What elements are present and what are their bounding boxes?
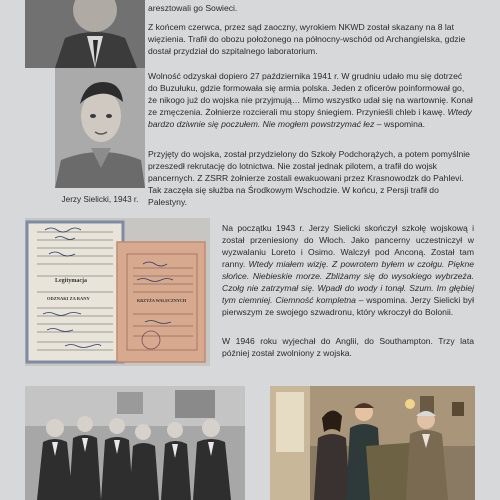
paragraph-freedom-text: Wolność odzyskał dopiero 27 października 1941 r. W grudniu udało mu się dotrzeć do Buzułuku, gdzie formowała się armia polska. Jeden z oficerów poinformował go, że nikogo już do wojska nie przyjmują… Mimo wszystko udał się na wartownię. Konał ze zmęczenia. Żołnierze rozcierali mu stopy śniegiem. Przynieśli chleb i kawę. [148, 71, 473, 117]
portrait-caption: Jerzy Sielicki, 1943 r. [61, 195, 139, 204]
photo-family-color [270, 386, 475, 500]
paragraph-sentence: Z końcem czerwca, przez sąd zaoczny, wyrokiem NKWD został skazany na 8 lat więzienia. Trafił do obozu położonego na północny-wschód od Archangielska, gdzie dostał przydział do szpitalnego laboratorium. [148, 22, 466, 56]
document-card-right-line: KRZYŻA WALECZNYCH [137, 298, 187, 303]
paragraph-arrest-end: aresztowali go Sowieci. [148, 3, 238, 13]
document-card-line: ODZNAKI ZA RANY [47, 296, 90, 301]
photo-older-portrait [25, 0, 145, 68]
photo-veterans-group [25, 386, 245, 500]
photo-military-documents [25, 218, 210, 366]
paragraph-italy [222, 222, 474, 318]
paragraph-freedom-end: – wspomina. [374, 119, 426, 129]
paragraph-england: W 1946 roku wyjechał do Anglii, do Southampton. Trzy lata później został zwolniony z wojska. [222, 336, 474, 358]
paragraph-army: Przyjęty do wojska, został przydzielony do Szkoły Podchorążych, a potem pomyślnie przeszedł rekrutację do lotnictwa. Nie został jednak pilotem, a trafił do wojsk pancernych. Z ZSRR żołnierze zostali ewakuowani przez Krasnowodzk do Pahlevi. Tak zaczęła się służba na Środkowym Wschodzie. W końcu, z Persji trafił do Palestyny. [148, 149, 470, 207]
paragraph-italy-quote: Wtedy miałem wizję. Z powrotem byłem w czołgu. Piękne słońce. Niebieskie morze. Zbliżamy się do wysokiego wybrzeża. Czołg nie zatrzymał się. Wpadł do wody i tonął. Szum. Im głębiej tym ciemniej. Ciemność kompletna [222, 259, 474, 305]
paragraph-italy-text: Na początku 1943 r. Jerzy Sielicki skończył szkołę wojskową i został przeniesiony do Włoch. Jako pancerny uczestniczył w wyzwalaniu Loreto i Osimo. Walczył pod Anconą. Został tam ranny. [222, 223, 474, 269]
photo-jerzy-sielicki-1943 [55, 68, 145, 188]
paragraph-italy-end: – wspomina. Jerzy Sielicki był pierwszym ze swojego szwadronu, który wkroczył do Bolonii. [222, 295, 474, 317]
paragraph-freedom [148, 70, 474, 130]
document-card-title: Legitymacja [55, 278, 87, 284]
paragraph-freedom-quote: Wtedy bardzo dziwnie się poczułem. Nie mogłem powstrzymać łez [148, 107, 472, 129]
